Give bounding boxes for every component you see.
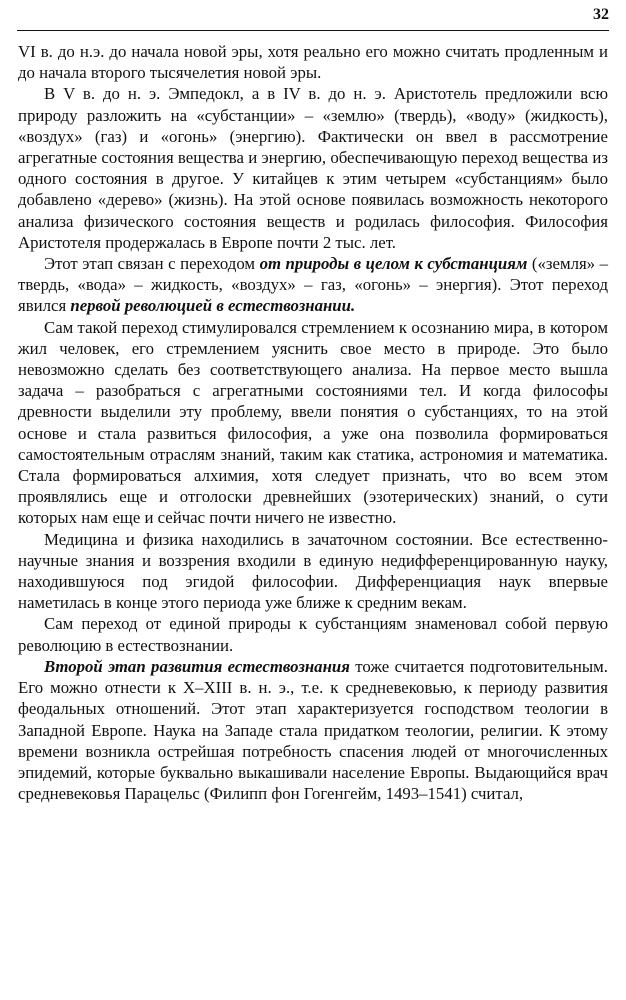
- text-run: («земля» – твердь, «вода» – жидкость, «воздух» – газ, «огонь» – энергия). Этот переход явился: [18, 254, 608, 316]
- paragraph: [18, 613, 608, 655]
- paragraph: [18, 529, 608, 614]
- paragraph: [18, 253, 608, 317]
- page-number: 32: [593, 6, 609, 23]
- emphasized-text: первой революцией в естествознании.: [70, 296, 356, 316]
- text-run: VI в. до н.э. до начала новой эры, хотя реально его можно считать продленным и до начала второго тысячелетия новой эры.: [18, 42, 608, 83]
- paragraph: [18, 317, 608, 529]
- text-run: Этот этап связан с переходом: [44, 254, 260, 274]
- document-body: [18, 41, 608, 804]
- text-run: В V в. до н. э. Эмпедокл, а в IV в. до н. э. Аристотель предложили всю природу разложить на «субстанции» – «землю» (твердь), «воду» (жидкость), «воздух» (газ) и «огонь» (энергию). Фактически он ввел в рассмотрение агрегатные состояния вещества и энергию, обеспечивающую переход вещества из одного состояния в другое. У китайцев к этим четырем «субстанциям» было добавлено «дерево» (жизнь). На этой основе появилась возможность некоторого анализа физического состояния веществ и родилась философия. Философия Аристотеля продержалась в Европе почти 2 тыс. лет.: [18, 84, 608, 252]
- text-run: Сам переход от единой природы к субстанциям знаменовал собой первую революцию в естествознании.: [18, 614, 608, 655]
- header-rule: [17, 30, 609, 31]
- paragraph: [18, 83, 608, 253]
- text-run: Сам такой переход стимулировался стремлением к осознанию мира, в котором жил человек, его стремлением уяснить свое место в природе. Это было невозможно сделать без соответствующего анализа. На первое место вышла задача – разобраться с агрегатными состояниями тел. И когда философы древности выделили эту проблему, ввели понятия о субстанциях, то на этой основе и стала развиться философия, а уже она позволила формироваться самостоятельным отраслям знаний, таким как статика, астрономия и математика. Стала формироваться алхимия, хотя следует признать, что во всем этом проявлялись еще и отголоски древнейших (эзотерических) знаний, о сути которых нам еще и сейчас почти ничего не известно.: [18, 317, 608, 528]
- emphasized-text: Второй этап развития естествознания: [44, 656, 350, 676]
- emphasized-text: от природы в целом к субстанциям: [259, 254, 528, 274]
- text-run: Медицина и физика находились в зачаточном состоянии. Все естественно-научные знания и воззрения входили в единую недифференцированную науку, находившуюся под эгидой философии. Дифференциация наук впервые наметилась в конце этого периода уже ближе к средним векам.: [18, 529, 608, 613]
- paragraph: [18, 41, 608, 83]
- text-run: тоже считается подготовительным. Его можно отнести к X–XIII в. н. э., т.е. к средневековью, к периоду развития феодальных отношений. Этот этап характеризуется господством теологии в Западной Европе. Наука на Западе стала придатком теологии, религии. К этому времени возникла острейшая потребность спасения людей от многочисленных эпидемий, которые буквально выкашивали население Европы. Выдающийся врач средневековья Парацельс (Филипп фон Гогенгейм, 1493–1541) считал,: [18, 656, 608, 804]
- paragraph: [18, 656, 608, 804]
